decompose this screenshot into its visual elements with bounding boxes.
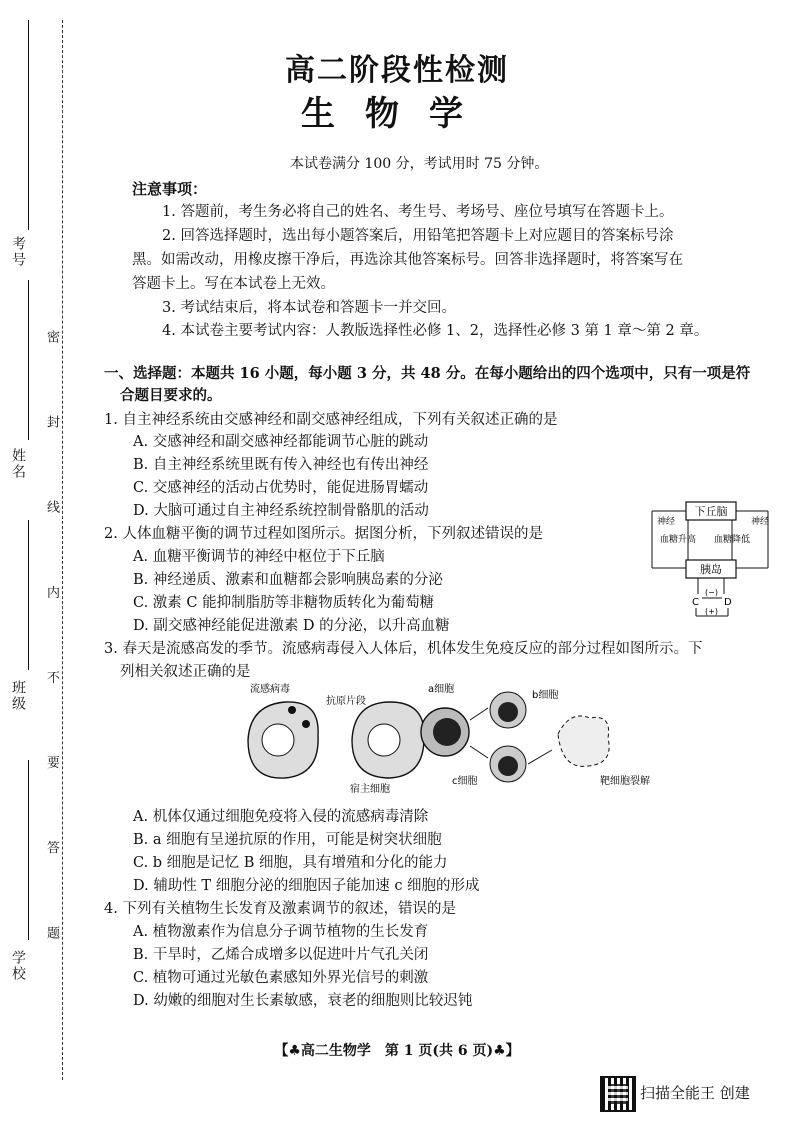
c-cell-label: c细胞: [452, 776, 478, 787]
seal-notice: 密 封 线 内 不 要 答 题: [44, 330, 59, 973]
virus-label: 流感病毒: [250, 684, 290, 695]
exam-title: 高二阶段性检测: [285, 53, 509, 88]
note-line-4: 答题卡上。写在本试卷上无效。: [132, 276, 335, 292]
nerve-left-label: 神经: [657, 517, 676, 527]
q1-option-c: C. 交感神经的活动占优势时，能促进肠胃蠕动: [133, 480, 429, 496]
exam-info: 本试卷满分 100 分，考试用时 75 分钟。: [290, 156, 549, 172]
q1-stem: 1. 自主神经系统由交感神经和副交感神经组成，下列有关叙述正确的是: [104, 412, 558, 428]
q4-option-c: C. 植物可通过光敏色素感知外界光信号的刺激: [133, 970, 429, 986]
banji-blank: [28, 520, 29, 670]
q3-option-a: A. 机体仅通过细胞免疫将入侵的流感病毒清除: [133, 809, 429, 825]
q3-stem-1: 3. 春天是流感高发的季节。流感病毒侵入人体后，机体发生免疫反应的部分过程如图所示。下: [104, 641, 703, 657]
q3-stem-2: 列相关叙述正确的是: [120, 664, 251, 680]
minus-label: (−): [705, 588, 718, 597]
q4-option-a: A. 植物激素作为信息分子调节植物的生长发育: [133, 924, 429, 940]
section-heading-cont: 合题目要求的。: [120, 387, 222, 404]
notes-heading: 注意事项：: [132, 180, 208, 198]
note-line-6: 4. 本试卷主要考试内容：人教版选择性必修 1、2，选择性必修 3 第 1 章～第 2 章。: [162, 323, 709, 339]
q1-option-a: A. 交感神经和副交感神经都能调节心脏的跳动: [133, 434, 429, 450]
xingming-blank: [28, 280, 29, 440]
nerve-right-label: 神经: [751, 517, 770, 527]
sidebar-kaohao-label: 考号: [10, 236, 26, 268]
host-cell-label: 宿主细胞: [350, 784, 390, 795]
hypothalamus-label: 下丘脑: [694, 505, 728, 518]
q2-option-c: C. 激素 C 能抑制脂肪等非糖物质转化为葡萄糖: [133, 595, 435, 611]
q4-option-d: D. 幼嫩的细胞对生长素敏感，衰老的细胞则比较迟钝: [133, 993, 473, 1009]
page-footer: 【♣高二生物学 第 1 页(共 6 页)♣】: [274, 1043, 520, 1059]
q3-option-b: B. a 细胞有呈递抗原的作用，可能是树突状细胞: [133, 832, 442, 848]
sidebar-xingming-label: 姓名: [10, 448, 26, 480]
a-cell-label: a细胞: [428, 684, 455, 695]
sidebar-banji-label: 班级: [10, 680, 26, 712]
q1-option-d: D. 大脑可通过自主神经系统控制骨骼肌的活动: [133, 503, 429, 519]
note-line-1: 1. 答题前，考生务必将自己的姓名、考生号、考场号、座位号填写在答题卡上。: [162, 204, 674, 220]
q2-option-a: A. 血糖平衡调节的神经中枢位于下丘脑: [133, 549, 385, 565]
islet-label: 胰岛: [700, 563, 722, 576]
hormone-c-label: C: [692, 597, 699, 608]
q2-stem: 2. 人体血糖平衡的调节过程如图所示。据图分析，下列叙述错误的是: [104, 526, 543, 542]
q2-option-d: D. 副交感神经能促进激素 D 的分泌，以升高血糖: [133, 618, 450, 634]
q3-option-d: D. 辅助性 T 细胞分泌的细胞因子能加速 c 细胞的形成: [133, 878, 480, 894]
q2-option-b: B. 神经递质、激素和血糖都会影响胰岛素的分泌: [133, 572, 443, 588]
hormone-d-label: D: [724, 597, 732, 608]
blood-sugar-diagram: [648, 498, 772, 622]
note-line-3: 黑。如需改动，用橡皮擦干净后，再选涂其他答案标号。回答非选择题时，将答案写在: [132, 252, 683, 268]
plus-label: (+): [705, 607, 718, 616]
antigen-label: 抗原片段: [326, 696, 366, 707]
note-line-5: 3. 考试结束后，将本试卷和答题卡一并交回。: [162, 300, 456, 316]
note-line-2: 2. 回答选择题时，选出每小题答案后，用铅笔把答题卡上对应题目的答案标号涂: [162, 228, 674, 244]
section-heading: 一、选择题：本题共 16 小题，每小题 3 分，共 48 分。在每小题给出的四个选项中，只有一项是符: [104, 365, 751, 382]
q3-option-c: C. b 细胞是记忆 B 细胞，具有增殖和分化的能力: [133, 855, 448, 871]
subject-title: 生物学: [301, 94, 493, 134]
sugar-down-label: 血糖降低: [714, 535, 751, 545]
xuexiao-blank: [28, 760, 29, 940]
seal-dashed-line: [62, 20, 63, 1080]
qr-code-icon: [600, 1076, 636, 1112]
q1-option-b: B. 自主神经系统里既有传入神经也有传出神经: [133, 457, 429, 473]
sugar-up-label: 血糖升高: [660, 535, 697, 545]
q4-stem: 4. 下列有关植物生长发育及激素调节的叙述，错误的是: [104, 901, 456, 917]
scanner-credit: 扫描全能王 创建: [640, 1084, 750, 1102]
b-cell-label: b细胞: [532, 690, 559, 701]
sidebar-xuexiao-label: 学校: [10, 950, 26, 982]
immune-response-diagram: [240, 680, 650, 800]
q4-option-b: B. 干旱时，乙烯合成增多以促进叶片气孔关闭: [133, 947, 429, 963]
lysis-label: 靶细胞裂解: [600, 776, 650, 787]
